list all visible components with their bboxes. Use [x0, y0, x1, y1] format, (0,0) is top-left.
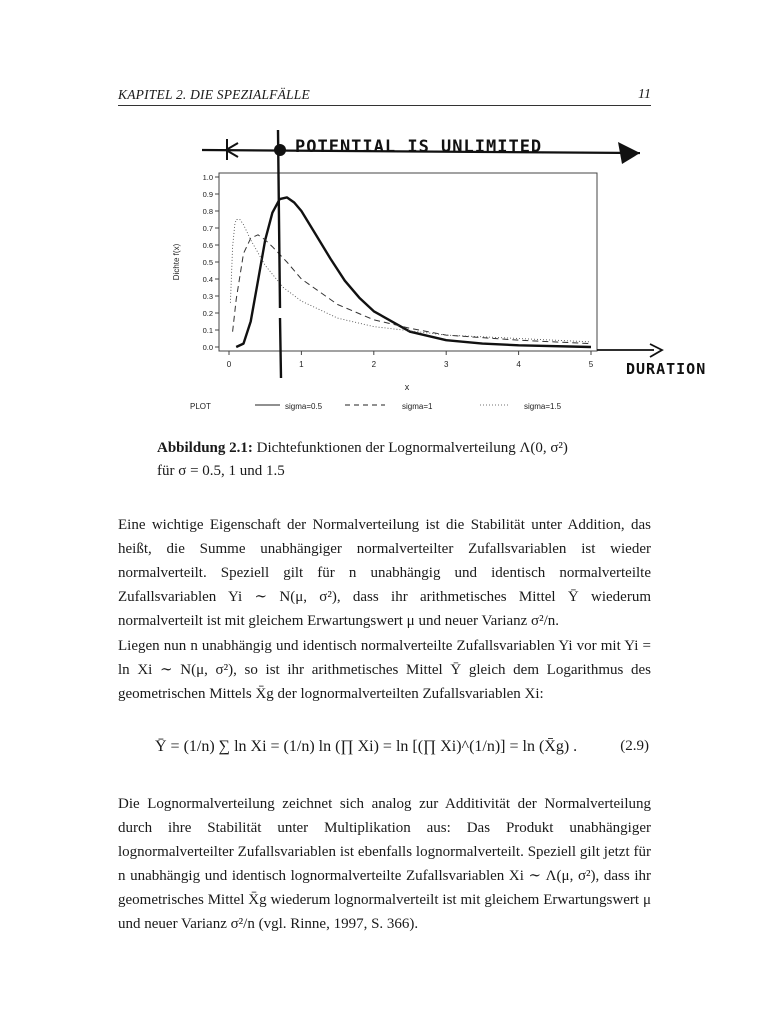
- duration-note: DURATION: [626, 360, 707, 378]
- y-tick-label-2: 0.2: [202, 309, 213, 318]
- series-line-0: [236, 197, 591, 347]
- y-tick-label-7: 0.7: [202, 224, 213, 233]
- y-tick-label-3: 0.3: [202, 292, 213, 301]
- running-head: KAPITEL 2. DIE SPEZIALFÄLLE: [118, 87, 310, 102]
- lognormal-density-figure: [170, 128, 760, 418]
- equation-2-9: [155, 730, 655, 776]
- y-tick-label-10: 1.0: [202, 173, 213, 182]
- y-tick-label-5: 0.5: [202, 258, 213, 267]
- x-tick-label-0: 0: [226, 360, 232, 369]
- equation-number: (2.9): [620, 738, 649, 754]
- series-line-2: [230, 220, 591, 342]
- x-axis-label: x: [404, 382, 410, 392]
- x-tick-label-4: 4: [516, 360, 521, 369]
- plot-frame: [219, 173, 597, 351]
- page-number: 11: [638, 87, 651, 102]
- paragraph-stability-addition: Eine wichtige Eigenschaft der Normalverteilung ist die Stabilität unter Addition, das heißt, die Summe unabhängiger normalverteilter Zufallsvariablen ist wieder normalverteilt. Speziell gilt für n unabhängig und identisch normalverteilte Zufallsvariablen Yi ∼ N(μ, σ²), dass ihr arithmetisches Mittel Ȳ wiederum normalverteilt ist mit gleichem Erwartungswert μ und neuer Varianz σ²/n.: [118, 517, 651, 629]
- paragraph-stability-multiplication: Die Lognormalverteilung zeichnet sich analog zur Additivität der Normalverteilung durch ihre Stabilität unter Multiplikation aus: Das Produkt unabhängiger lognormalverteilter Zufallsvariablen ist ebenfalls lognormalverteilt. Speziell gilt jetzt für n unabhängig und identisch lognormalverteilte Zufallsvariablen Xi ∼ Λ(μ, σ²), dass ihr geometrisches Mittel X̄g wiederum lognormalverteilt ist mit gleichem Erwartungswert μ und neuer Varianz σ²/n (vgl. Rinne, 1997, S. 366).: [118, 796, 651, 932]
- legend-sigma-05: sigma=0.5: [285, 402, 323, 411]
- legend-plot-label: PLOT: [190, 402, 211, 411]
- series-layer: [230, 197, 591, 347]
- y-axis: [203, 173, 219, 352]
- x-tick-label-2: 2: [371, 360, 377, 369]
- series-line-1: [233, 235, 591, 344]
- y-tick-label-0: 0.0: [202, 343, 213, 352]
- y-tick-label-6: 0.6: [202, 241, 213, 250]
- legend-sigma-15: sigma=1.5: [524, 402, 562, 411]
- chart-legend: [190, 402, 562, 411]
- y-tick-label-8: 0.8: [202, 207, 213, 216]
- caption-text-line1: Dichtefunktionen der Lognormalverteilung Λ(0, σ²): [256, 440, 568, 456]
- legend-sigma-1: sigma=1: [402, 402, 433, 411]
- figure-caption: [157, 437, 637, 483]
- x-tick-label-3: 3: [443, 360, 449, 369]
- equation-body: Ȳ = (1/n) ∑ ln Xi = (1/n) ln (∏ Xi) = ln [(∏ Xi)^(1/n)] = ln (X̄g) .: [155, 738, 578, 755]
- page-header: [118, 87, 651, 106]
- y-tick-label-4: 0.4: [202, 275, 213, 284]
- caption-label: Abbildung 2.1:: [157, 440, 253, 456]
- x-tick-label-1: 1: [299, 360, 304, 369]
- potential-unlimited-note: POTENTIAL IS UNLIMITED: [295, 137, 543, 157]
- paragraph-log-relation: Liegen nun n unabhängig und identisch normalverteilte Zufallsvariablen Yi vor mit Yi = ln Xi ∼ N(μ, σ²), so ist ihr arithmetisches Mittel Ȳ gleich dem Logarithmus des geometrischen Mittels X̄g der lognormalverteilten Zufallsvariablen Xi:: [118, 638, 651, 702]
- caption-text-line2: für σ = 0.5, 1 und 1.5: [157, 463, 285, 479]
- y-tick-label-1: 0.1: [202, 326, 213, 335]
- y-tick-label-9: 0.9: [202, 190, 213, 199]
- y-axis-label: Dichte f(x): [172, 243, 181, 281]
- x-tick-label-5: 5: [588, 360, 594, 369]
